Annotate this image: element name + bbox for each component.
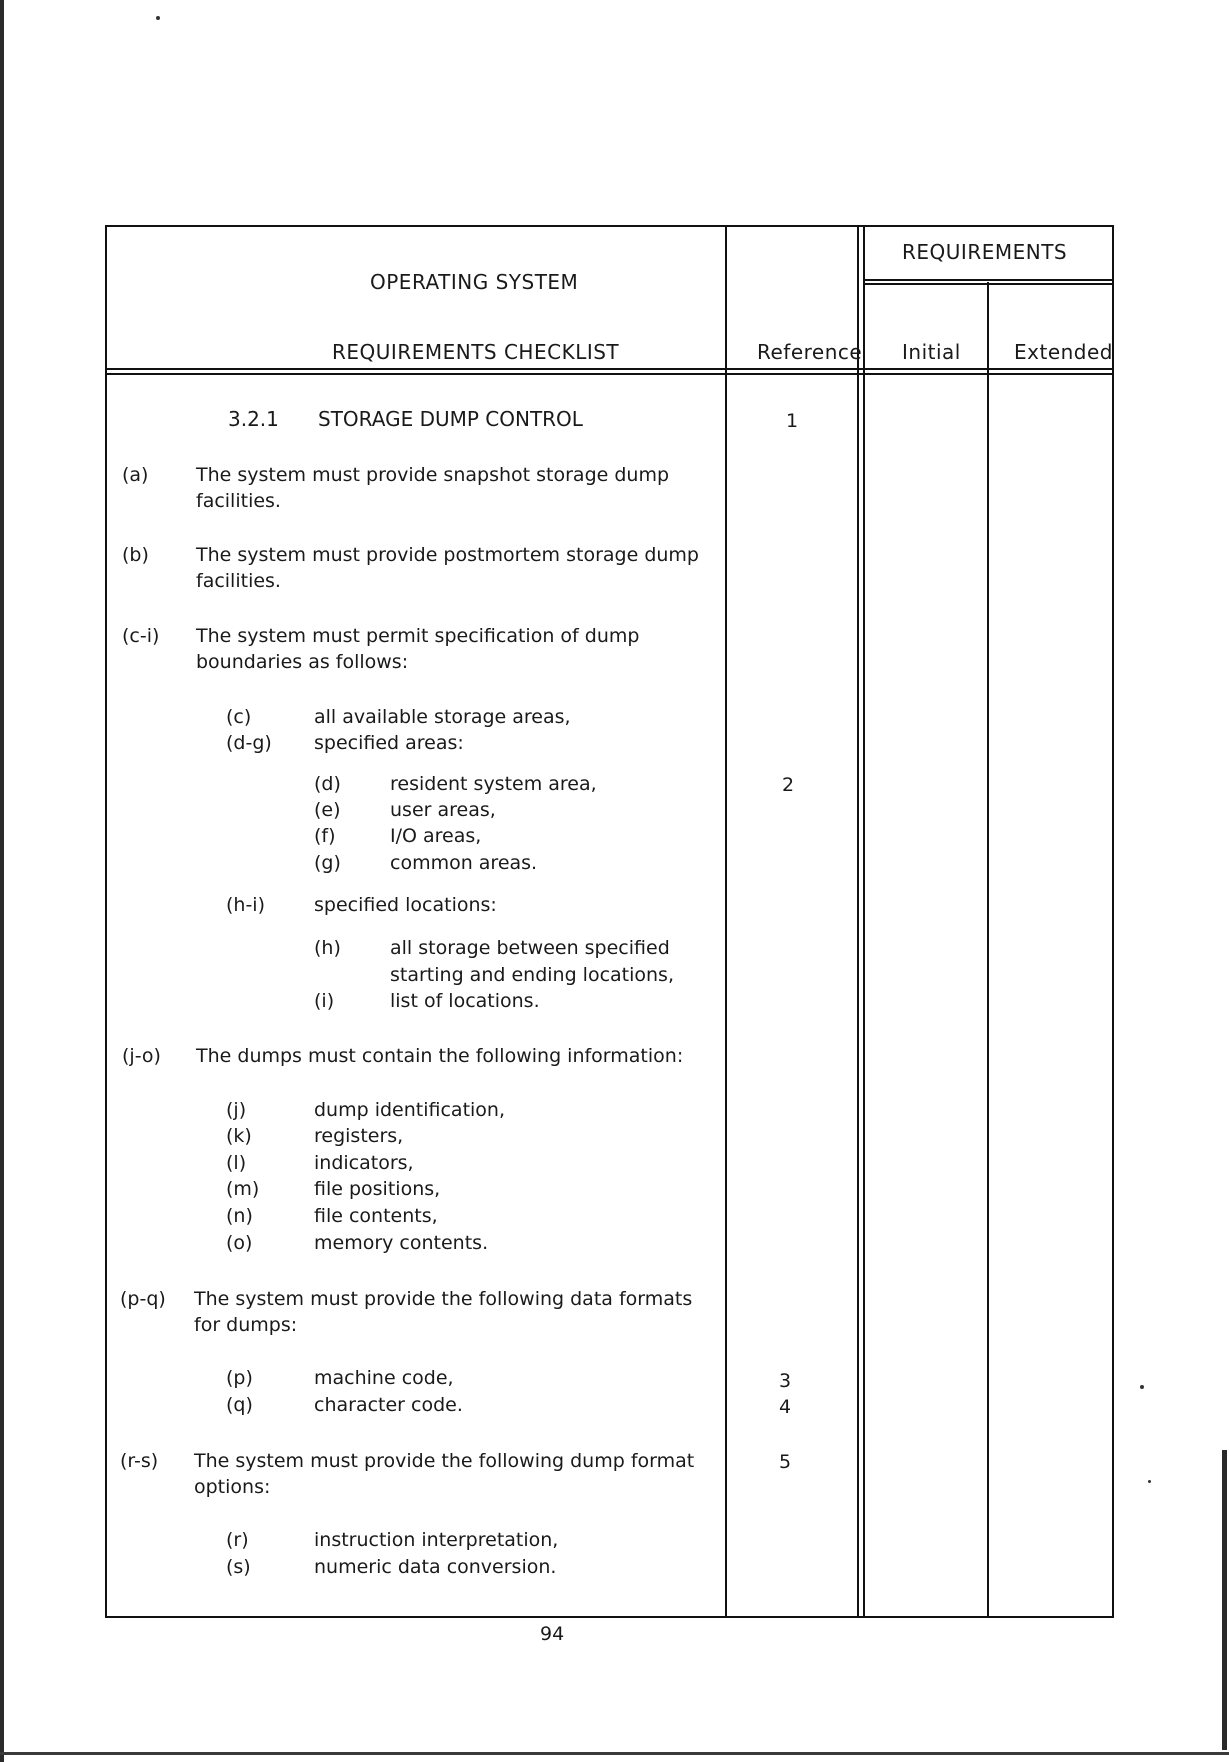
item-text: options: xyxy=(194,1476,271,1498)
subitem-label: (d-g) xyxy=(226,732,272,754)
page-number: 94 xyxy=(540,1623,565,1645)
subitem-text: file positions, xyxy=(314,1178,441,1200)
subsubitem-label: (f) xyxy=(314,825,336,847)
subitem-text: registers, xyxy=(314,1125,404,1147)
reference-value: 2 xyxy=(781,774,795,796)
scan-speck xyxy=(156,16,160,20)
col-divider-reference xyxy=(725,227,727,1616)
subitem-label: (q) xyxy=(226,1394,253,1416)
item-text: facilities. xyxy=(196,570,281,592)
subitem-text: numeric data conversion. xyxy=(314,1556,557,1578)
subsubitem-label: (i) xyxy=(314,990,335,1012)
reference-value: 3 xyxy=(778,1370,792,1392)
scan-speck xyxy=(1140,1385,1144,1389)
item-label: (c-i) xyxy=(122,625,160,647)
item-label: (a) xyxy=(122,464,149,486)
subsubitem-label: (d) xyxy=(314,773,341,795)
col-divider-extended xyxy=(987,282,989,1616)
subitem-text: specified locations: xyxy=(314,894,497,916)
subsubitem-label: (g) xyxy=(314,852,341,874)
subitem-label: (h-i) xyxy=(226,894,266,916)
item-text: The system must provide the following data formats xyxy=(194,1288,693,1310)
reference-value: 4 xyxy=(778,1396,792,1418)
scan-edge-right xyxy=(1222,1450,1227,1750)
item-label: (j-o) xyxy=(122,1045,161,1067)
subitem-label: (k) xyxy=(226,1125,252,1147)
item-label: (p-q) xyxy=(120,1288,166,1310)
col-divider-requirements-outer xyxy=(857,227,859,1616)
subitem-text: specified areas: xyxy=(314,732,464,754)
subsubitem-text: resident system area, xyxy=(390,773,597,795)
item-text: The dumps must contain the following information: xyxy=(196,1045,684,1067)
initial-header: Initial xyxy=(902,340,961,364)
table-title-line1: OPERATING SYSTEM xyxy=(370,270,579,294)
subsubitem-text: all storage between specified xyxy=(390,937,670,959)
checklist-table xyxy=(105,225,1114,1618)
section-title: STORAGE DUMP CONTROL xyxy=(318,407,583,431)
header-rule-2 xyxy=(107,373,1112,375)
subsubitem-label: (h) xyxy=(314,937,341,959)
subitem-text: character code. xyxy=(314,1394,463,1416)
subitem-label: (r) xyxy=(226,1529,249,1551)
col-divider-requirements-inner xyxy=(863,227,865,1616)
item-text: facilities. xyxy=(196,490,281,512)
scan-speck xyxy=(1148,1480,1151,1483)
subitem-text: file contents, xyxy=(314,1205,438,1227)
item-text: The system must provide the following dump format xyxy=(194,1450,695,1472)
subsubitem-label: (e) xyxy=(314,799,341,821)
table-title-line2: REQUIREMENTS CHECKLIST xyxy=(332,340,620,364)
requirements-rule-2 xyxy=(863,283,1112,285)
requirements-header: REQUIREMENTS xyxy=(902,240,1068,264)
subitem-label: (n) xyxy=(226,1205,253,1227)
subitem-label: (m) xyxy=(226,1178,260,1200)
section-number: 3.2.1 xyxy=(228,407,279,431)
subsubitem-text: starting and ending locations, xyxy=(390,964,674,986)
subitem-label: (s) xyxy=(226,1556,251,1578)
reference-header: Reference xyxy=(757,340,863,364)
item-text: for dumps: xyxy=(194,1314,298,1336)
item-label: (r-s) xyxy=(120,1450,159,1472)
subsubitem-text: I/O areas, xyxy=(390,825,482,847)
reference-value: 1 xyxy=(785,410,799,432)
subitem-text: memory contents. xyxy=(314,1232,489,1254)
requirements-rule xyxy=(863,279,1112,281)
subitem-label: (p) xyxy=(226,1367,253,1389)
item-text: The system must provide postmortem storage dump xyxy=(196,544,699,566)
scan-edge-left xyxy=(0,0,4,1762)
subitem-text: indicators, xyxy=(314,1152,414,1174)
item-text: boundaries as follows: xyxy=(196,651,409,673)
subitem-text: dump identification, xyxy=(314,1099,506,1121)
item-text: The system must permit specification of dump xyxy=(196,625,640,647)
subitem-label: (l) xyxy=(226,1152,247,1174)
header-rule xyxy=(107,368,1112,370)
subsubitem-text: common areas. xyxy=(390,852,538,874)
subitem-label: (o) xyxy=(226,1232,253,1254)
subsubitem-text: list of locations. xyxy=(390,990,540,1012)
subitem-text: instruction interpretation, xyxy=(314,1529,559,1551)
subitem-label: (j) xyxy=(226,1099,247,1121)
scan-edge-bottom xyxy=(0,1752,1229,1755)
item-text: The system must provide snapshot storage dump xyxy=(196,464,670,486)
item-label: (b) xyxy=(122,544,149,566)
subsubitem-text: user areas, xyxy=(390,799,496,821)
reference-value: 5 xyxy=(778,1451,792,1473)
extended-header: Extended xyxy=(1014,340,1113,364)
subitem-label: (c) xyxy=(226,706,252,728)
subitem-text: all available storage areas, xyxy=(314,706,571,728)
subitem-text: machine code, xyxy=(314,1367,454,1389)
